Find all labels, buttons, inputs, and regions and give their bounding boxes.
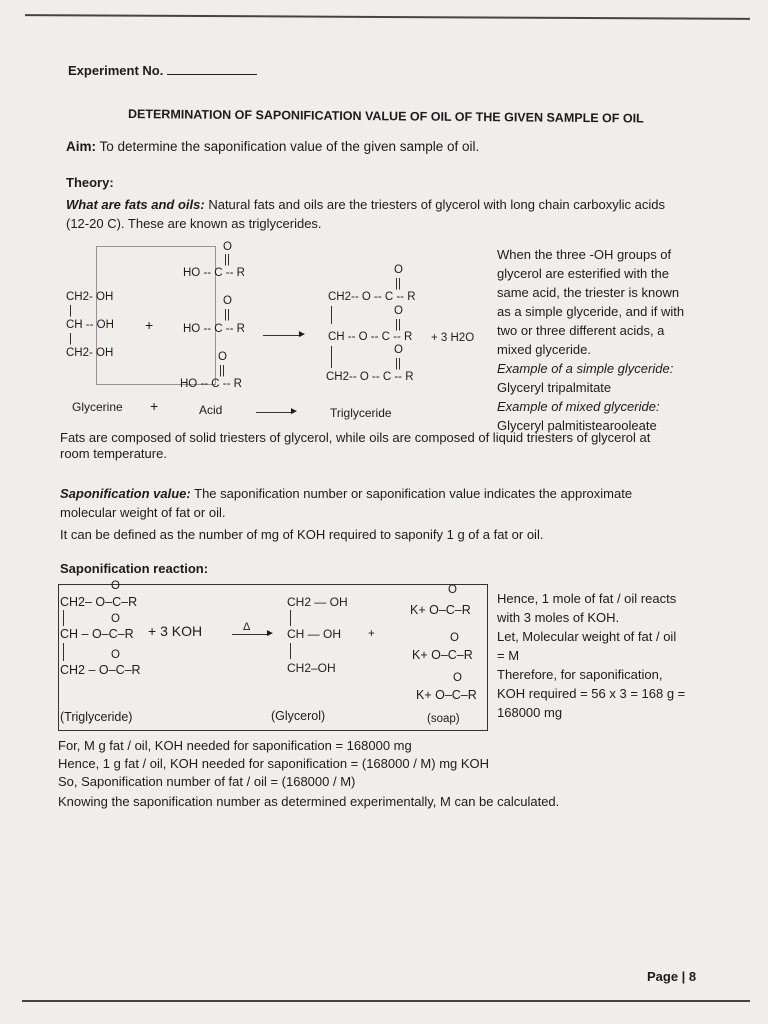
- bottom-rule: [22, 1000, 750, 1002]
- sap-side-2: with 3 moles of KOH.: [497, 610, 620, 625]
- side-text-5: two or three different acids, a: [497, 323, 665, 338]
- side-text-8: Glyceryl tripalmitate: [497, 380, 612, 395]
- sap-value-line-3: It can be defined as the number of mg of KOH required to saponify 1 g of a fat or oil.: [60, 527, 544, 542]
- side-text-1: When the three -OH groups of: [497, 247, 672, 262]
- plus-sign: +: [145, 317, 154, 333]
- glycerol-ch: CH -- OH: [66, 319, 114, 331]
- tg-o: O: [394, 305, 403, 317]
- o: O: [450, 632, 459, 644]
- label-triglyceride: Triglyceride: [330, 406, 392, 420]
- sap-side-5: Therefore, for saponification,: [497, 667, 663, 682]
- bond: [331, 306, 332, 324]
- acid-1: HO -- C -- R: [183, 267, 245, 279]
- acid-double-bond: ||: [219, 365, 225, 377]
- reaction-arrow: [256, 412, 292, 413]
- plus-sign: +: [368, 628, 375, 640]
- side-text-6: mixed glyceride.: [497, 342, 591, 357]
- sap-side-1: Hence, 1 mole of fat / oil reacts: [497, 591, 677, 606]
- label-triglyceride: (Triglyceride): [60, 710, 133, 724]
- label-glycerine: Glycerine: [72, 400, 123, 414]
- acid-double-bond: ||: [224, 309, 230, 321]
- sap-gly-2: CH — OH: [287, 627, 341, 641]
- tg-o: O: [394, 264, 403, 276]
- tg-double-bond: ||: [395, 319, 401, 331]
- side-text-10: Glyceryl palmitistearooleate: [497, 418, 657, 433]
- aim-line: Aim: To determine the saponification value of the given sample of oil.: [66, 139, 480, 154]
- calc-line-3: So, Saponification number of fat / oil = (168000 / M): [58, 774, 356, 789]
- acid-2: HO -- C -- R: [183, 323, 245, 335]
- label-acid: Acid: [199, 403, 223, 417]
- soap-3: K+ O–C–R: [416, 688, 477, 702]
- page-title: DETERMINATION OF SAPONIFICATION VALUE OF OIL OF THE GIVEN SAMPLE OF OIL: [127, 107, 644, 126]
- sap-side-4: = M: [497, 648, 520, 663]
- after-text-2: room temperature.: [60, 446, 167, 461]
- delta-symbol: Δ: [243, 621, 251, 633]
- bond: [290, 610, 291, 626]
- sap-value-line-1: Saponification value: The saponification number or saponification value indicates the approximate: [60, 486, 633, 501]
- sap-tg-1: CH2– O–C–R: [60, 595, 138, 609]
- page-number: Page | 8: [647, 969, 697, 984]
- side-text-2: glycerol are esterified with the: [497, 266, 669, 281]
- acid-o: O: [223, 295, 232, 307]
- tg-line-2: CH -- O -- C -- R: [328, 331, 413, 343]
- sap-gly-1: CH2 — OH: [287, 595, 348, 609]
- sap-tg-2: CH – O–C–R: [60, 627, 134, 641]
- tg-o: O: [394, 344, 403, 356]
- tg-double-bond: ||: [395, 278, 401, 290]
- water: + 3 H2O: [431, 332, 475, 344]
- sap-tg-3: CH2 – O–C–R: [60, 663, 141, 677]
- side-text-3: same acid, the triester is known: [497, 285, 680, 300]
- acid-o: O: [223, 241, 232, 253]
- glycerol-ch2-top: CH2- OH: [66, 291, 114, 303]
- sap-side-6: KOH required = 56 x 3 = 168 g =: [497, 686, 686, 701]
- calc-line-2: Hence, 1 g fat / oil, KOH needed for saponification = (168000 / M) mg KOH: [58, 756, 490, 771]
- koh: + 3 KOH: [148, 623, 203, 639]
- label-glycerol: (Glycerol): [271, 709, 326, 723]
- acid-o: O: [218, 351, 227, 363]
- calc-line-4: Knowing the saponification number as determined experimentally, M can be calculated.: [58, 794, 560, 809]
- o: O: [111, 580, 120, 592]
- top-rule: [25, 14, 750, 20]
- after-text-1: Fats are composed of solid triesters of glycerol, while oils are composed of liquid triesters of glycerol at: [60, 430, 651, 445]
- side-text-9: Example of mixed glyceride:: [497, 399, 660, 414]
- reaction-arrow: [263, 335, 301, 336]
- o: O: [448, 584, 457, 596]
- bond: |: [69, 333, 72, 345]
- tg-line-1: CH2-- O -- C -- R: [328, 291, 416, 303]
- bond: |: [69, 305, 72, 317]
- tg-double-bond: ||: [395, 358, 401, 370]
- soap-2: K+ O–C–R: [412, 648, 473, 662]
- o: O: [111, 649, 120, 661]
- bond: [331, 346, 332, 368]
- acid-double-bond: ||: [224, 254, 230, 266]
- sap-value-line-2: molecular weight of fat or oil.: [60, 505, 226, 520]
- arrow-head: ►: [297, 329, 307, 340]
- soap-1: K+ O–C–R: [410, 603, 471, 617]
- glycerol-ch2-bottom: CH2- OH: [66, 347, 114, 359]
- sap-arrow: [232, 634, 268, 635]
- side-text-7: Example of a simple glyceride:: [497, 361, 674, 376]
- o: O: [111, 613, 120, 625]
- tg-line-3: CH2-- O -- C -- R: [326, 371, 414, 383]
- o: O: [453, 672, 462, 684]
- experiment-label: Experiment No.: [68, 63, 257, 79]
- sap-gly-3: CH2–OH: [287, 661, 336, 675]
- acid-3: HO -- C -- R: [180, 378, 242, 390]
- calc-line-1: For, M g fat / oil, KOH needed for saponification = 168000 mg: [58, 738, 412, 753]
- label-soap: (soap): [427, 713, 460, 725]
- bond: [63, 610, 64, 626]
- fats-line-2: (12-20 C). These are known as triglycerides.: [66, 216, 322, 231]
- bond: [63, 643, 64, 661]
- side-text-4: as a simple glyceride, and if with: [497, 304, 685, 319]
- sap-side-7: 168000 mg: [497, 705, 563, 720]
- bond: [290, 643, 291, 659]
- arrow-head: ►: [289, 406, 299, 417]
- arrow-head: ►: [265, 628, 275, 639]
- plus-sign: +: [150, 398, 159, 414]
- fats-line-1: What are fats and oils: Natural fats and oils are the triesters of glycerol with long chain carboxylic acids: [66, 197, 665, 212]
- sap-side-3: Let, Molecular weight of fat / oil: [497, 629, 677, 644]
- sap-reaction-heading: Saponification reaction:: [60, 561, 209, 576]
- theory-heading: Theory:: [66, 175, 114, 190]
